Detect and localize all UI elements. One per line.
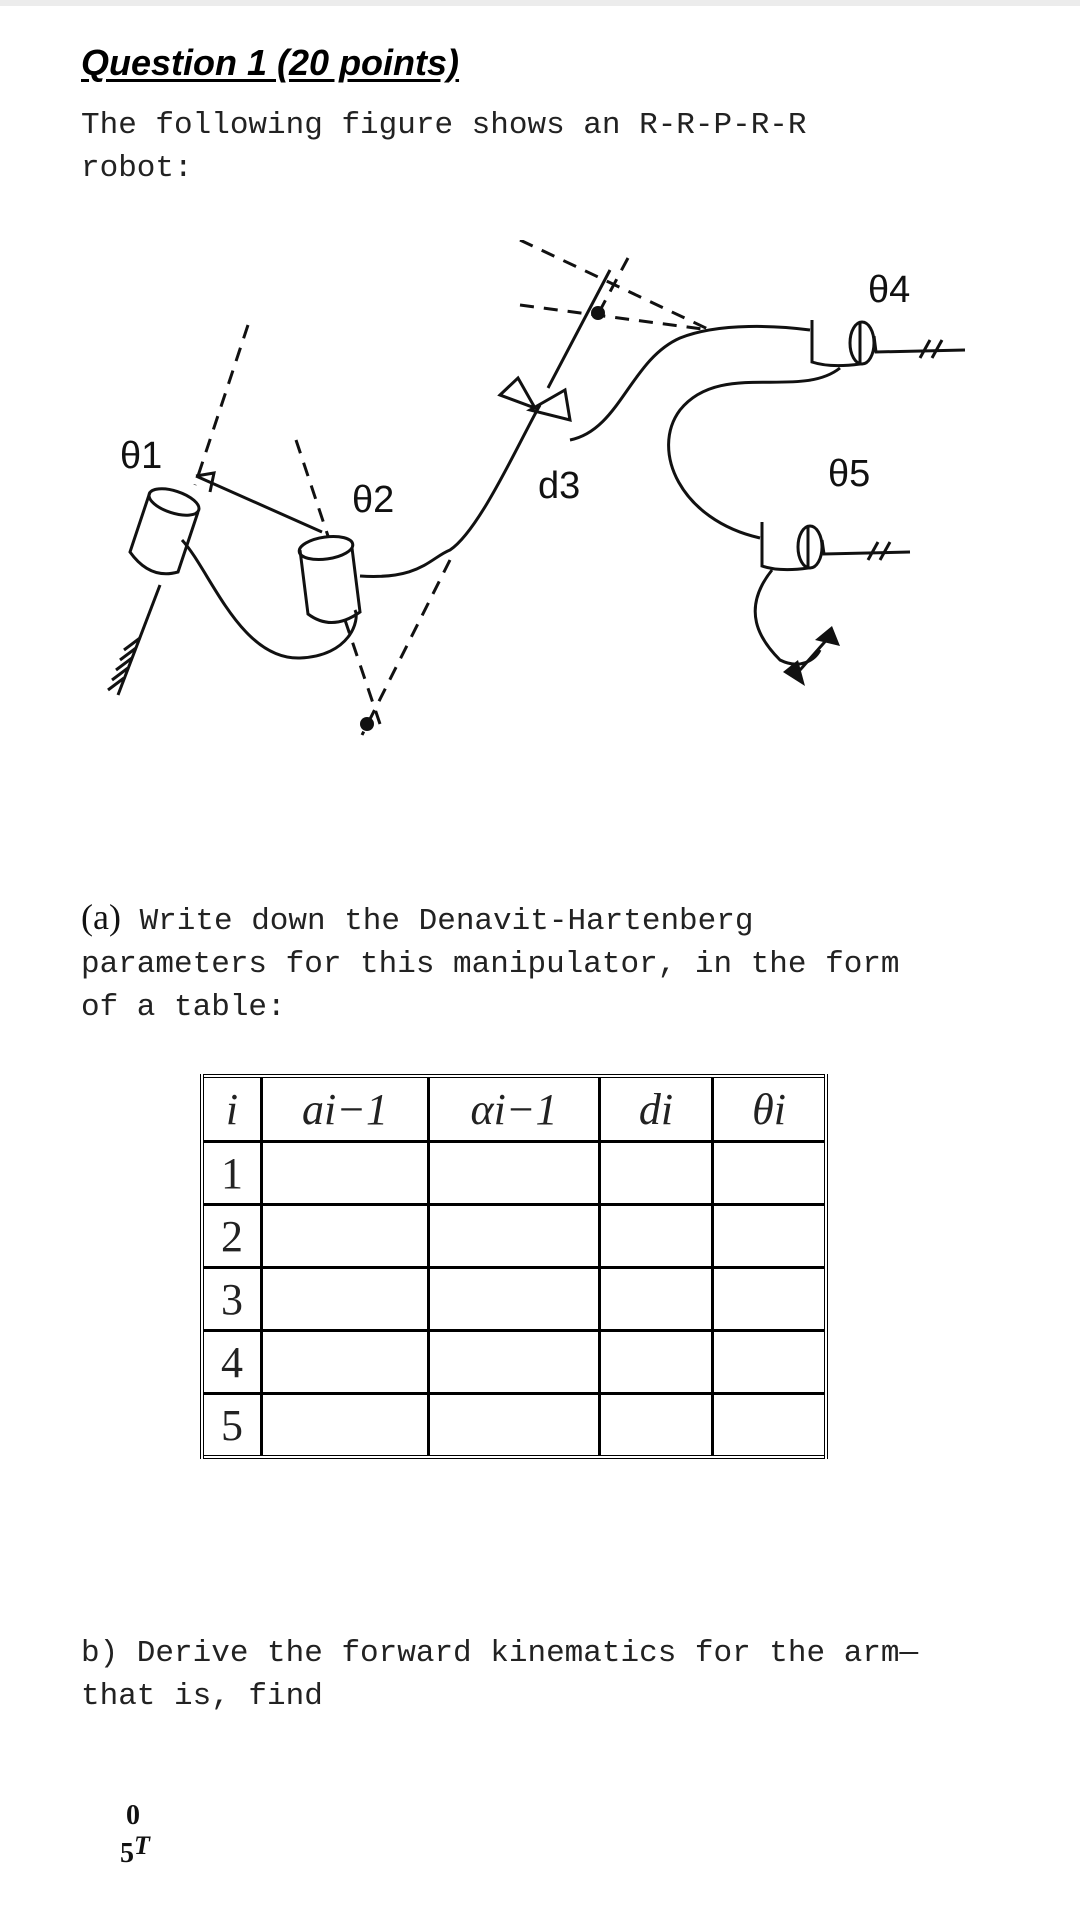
- cell-theta[interactable]: [713, 1268, 827, 1331]
- cell-a[interactable]: [262, 1205, 429, 1268]
- intro-line-2: robot:: [81, 151, 193, 186]
- joint4-cylinder: [812, 320, 965, 366]
- table-row: [202, 1268, 826, 1331]
- joint2-cylinder: [298, 533, 360, 622]
- row-index: 2: [202, 1205, 262, 1268]
- top-edge-bar: [0, 0, 1080, 6]
- table-row: [202, 1142, 826, 1205]
- cell-alpha[interactable]: [429, 1331, 600, 1394]
- cell-alpha[interactable]: [429, 1268, 600, 1331]
- part-b-prompt: [81, 1632, 918, 1718]
- row-index: 3: [202, 1268, 262, 1331]
- part-a-line-1: Write down the Denavit-Hartenberg: [120, 904, 754, 939]
- theta4-label: θ4: [868, 269, 911, 311]
- joint2-origin-dot: [360, 717, 374, 731]
- question-title: Question 1 (20 points): [81, 42, 460, 83]
- table-row: [202, 1331, 826, 1394]
- common-normal: [196, 476, 322, 532]
- part-a-line-3: of a table:: [81, 990, 286, 1025]
- cell-d[interactable]: [600, 1268, 713, 1331]
- cell-a[interactable]: [262, 1142, 429, 1205]
- cell-theta[interactable]: [713, 1394, 827, 1458]
- cell-alpha[interactable]: [429, 1142, 600, 1205]
- cell-theta[interactable]: [713, 1331, 827, 1394]
- d3-label: d3: [538, 465, 581, 507]
- part-b-line-1: b) Derive the forward kinematics for the arm—: [81, 1636, 919, 1671]
- cell-alpha[interactable]: [429, 1205, 600, 1268]
- joint1-cylinder: [130, 484, 202, 574]
- link-4: [669, 368, 840, 538]
- cell-theta[interactable]: [713, 1205, 827, 1268]
- prismatic-joint: [500, 270, 610, 420]
- header-theta: θi: [713, 1076, 827, 1142]
- table-row: [202, 1394, 826, 1458]
- theta2-label: θ2: [352, 479, 395, 521]
- table-header-row: [202, 1076, 826, 1142]
- transform-letter: T: [134, 1831, 150, 1860]
- row-index: 5: [202, 1394, 262, 1458]
- header-d: di: [600, 1076, 713, 1142]
- header-alpha: αi−1: [429, 1076, 600, 1142]
- theta1-label: θ1: [120, 435, 163, 477]
- dh-parameter-table: [200, 1074, 828, 1459]
- theta5-label: θ5: [828, 453, 871, 495]
- joint1-axis: [195, 325, 248, 485]
- cell-alpha[interactable]: [429, 1394, 600, 1458]
- header-i: i: [202, 1076, 262, 1142]
- table-row: [202, 1205, 826, 1268]
- transform-superscript: 0: [126, 1800, 140, 1831]
- part-b-line-2: that is, find: [81, 1679, 323, 1714]
- question-intro: [81, 104, 807, 190]
- transform-subscript: 5: [120, 1838, 134, 1869]
- row-index: 1: [202, 1142, 262, 1205]
- cell-d[interactable]: [600, 1205, 713, 1268]
- d3-origin-dot: [591, 306, 605, 320]
- cell-a[interactable]: [262, 1394, 429, 1458]
- intro-line-1: The following figure shows an R-R-P-R-R: [81, 108, 807, 143]
- cell-d[interactable]: [600, 1394, 713, 1458]
- row-index: 4: [202, 1331, 262, 1394]
- part-a-prompt: [81, 896, 900, 1029]
- robot-figure: [0, 240, 1080, 780]
- cell-theta[interactable]: [713, 1142, 827, 1205]
- cell-d[interactable]: [600, 1142, 713, 1205]
- link-5: [755, 570, 820, 664]
- cell-a[interactable]: [262, 1268, 429, 1331]
- part-a-line-2: parameters for this manipulator, in the form: [81, 947, 900, 982]
- joint5-cylinder: [762, 522, 910, 570]
- header-a: ai−1: [262, 1076, 429, 1142]
- transform-main: [120, 1831, 150, 1870]
- part-a-lead: (a): [81, 897, 121, 937]
- cell-a[interactable]: [262, 1331, 429, 1394]
- cell-d[interactable]: [600, 1331, 713, 1394]
